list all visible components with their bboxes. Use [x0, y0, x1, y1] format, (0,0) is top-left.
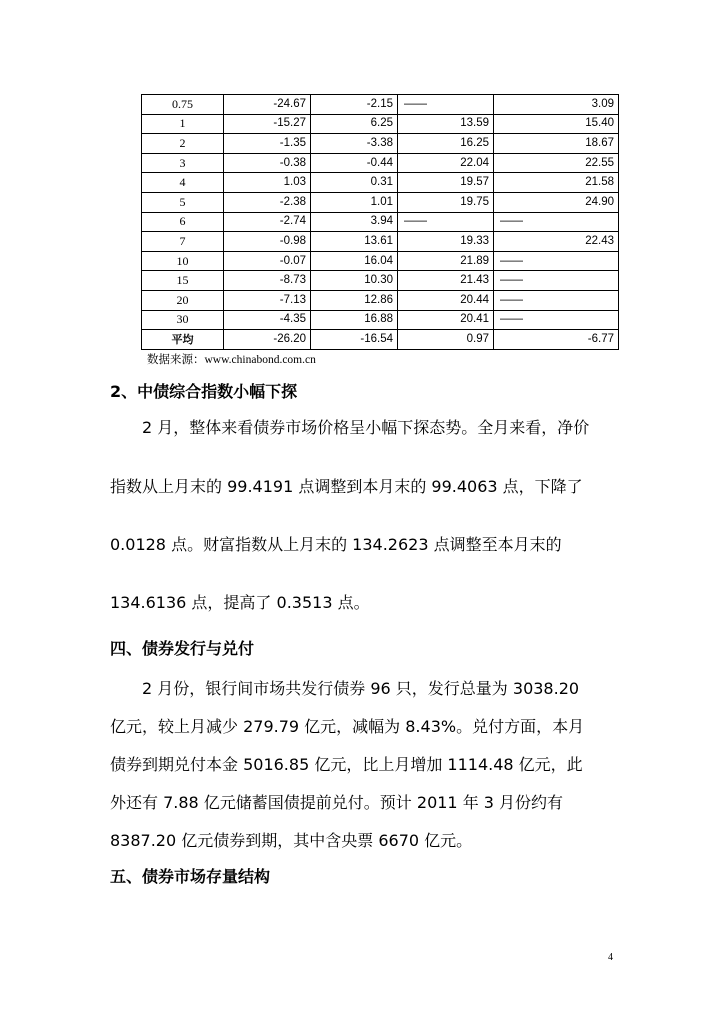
- table-row: [142, 173, 619, 193]
- term-cell: 2: [142, 134, 224, 154]
- value-cell: 21.58: [494, 173, 619, 193]
- term-cell: 30: [142, 310, 224, 330]
- value-cell: 10.30: [311, 271, 398, 291]
- table-row: [142, 251, 619, 271]
- yield-change-table: [141, 94, 619, 350]
- value-cell: 6.25: [311, 114, 398, 134]
- paragraph-line: 134.6136 点，提高了 0.3513 点。: [110, 593, 370, 612]
- value-cell: -0.38: [224, 153, 311, 173]
- value-cell: -1.35: [224, 134, 311, 154]
- value-cell: 0.31: [311, 173, 398, 193]
- table-row: [142, 95, 619, 115]
- paragraph-line: 0.0128 点。财富指数从上月末的 134.2623 点调整至本月末的: [110, 535, 562, 554]
- value-cell: -2.74: [224, 212, 311, 232]
- value-cell: 19.57: [398, 173, 494, 193]
- value-cell: -7.13: [224, 290, 311, 310]
- value-cell: -16.54: [311, 330, 398, 350]
- value-cell: 18.67: [494, 134, 619, 154]
- paragraph-line: 外还有 7.88 亿元储蓄国债提前兑付。预计 2011 年 3 月份约有: [110, 793, 564, 812]
- value-cell: -26.20: [224, 330, 311, 350]
- paragraph-line: 亿元，较上月减少 279.79 亿元，减幅为 8.43%。兑付方面，本月: [110, 717, 585, 736]
- value-cell: -2.15: [311, 95, 398, 115]
- value-cell: 16.88: [311, 310, 398, 330]
- value-cell: -15.27: [224, 114, 311, 134]
- table-row: [142, 290, 619, 310]
- term-cell: 6: [142, 212, 224, 232]
- table-row: [142, 271, 619, 291]
- section-heading-structure: 五、债券市场存量结构: [110, 867, 271, 886]
- value-cell: 13.61: [311, 232, 398, 252]
- value-cell: ——: [494, 271, 619, 291]
- value-cell: 22.43: [494, 232, 619, 252]
- value-cell: 16.25: [398, 134, 494, 154]
- term-cell: 4: [142, 173, 224, 193]
- term-cell: 5: [142, 192, 224, 212]
- value-cell: 12.86: [311, 290, 398, 310]
- value-cell: -0.98: [224, 232, 311, 252]
- paragraph-line: 2 月份，银行间市场共发行债券 96 只，发行总量为 3038.20: [142, 679, 580, 698]
- section-heading-index: 2、中债综合指数小幅下探: [110, 382, 298, 401]
- section-heading-issuance: 四、债券发行与兑付: [110, 639, 255, 658]
- value-cell: 21.89: [398, 251, 494, 271]
- value-cell: ——: [494, 212, 619, 232]
- table-row: [142, 232, 619, 252]
- value-cell: ——: [398, 212, 494, 232]
- value-cell: -24.67: [224, 95, 311, 115]
- value-cell: -6.77: [494, 330, 619, 350]
- value-cell: ——: [494, 251, 619, 271]
- value-cell: -0.44: [311, 153, 398, 173]
- table-row: [142, 192, 619, 212]
- value-cell: 19.33: [398, 232, 494, 252]
- term-cell: 15: [142, 271, 224, 291]
- term-cell: 0.75: [142, 95, 224, 115]
- value-cell: -2.38: [224, 192, 311, 212]
- value-cell: ——: [494, 290, 619, 310]
- value-cell: -4.35: [224, 310, 311, 330]
- term-cell: 7: [142, 232, 224, 252]
- value-cell: 1.03: [224, 173, 311, 193]
- value-cell: 15.40: [494, 114, 619, 134]
- value-cell: 21.43: [398, 271, 494, 291]
- value-cell: -0.07: [224, 251, 311, 271]
- table-row: [142, 212, 619, 232]
- value-cell: 3.09: [494, 95, 619, 115]
- table-row: [142, 114, 619, 134]
- value-cell: 19.75: [398, 192, 494, 212]
- paragraph-line: 2 月，整体来看债券市场价格呈小幅下探态势。全月来看，净价: [142, 418, 590, 437]
- value-cell: 0.97: [398, 330, 494, 350]
- value-cell: -3.38: [311, 134, 398, 154]
- table-row: [142, 310, 619, 330]
- paragraph-line: 债券到期兑付本金 5016.85 亿元，比上月增加 1114.48 亿元，此: [110, 755, 583, 774]
- table-source-note: 数据来源：www.chinabond.com.cn: [147, 354, 316, 366]
- term-cell: 3: [142, 153, 224, 173]
- page-number: 4: [608, 952, 613, 963]
- value-cell: 24.90: [494, 192, 619, 212]
- value-cell: 16.04: [311, 251, 398, 271]
- value-cell: 20.44: [398, 290, 494, 310]
- table-row: [142, 134, 619, 154]
- table-row: [142, 153, 619, 173]
- term-cell: 10: [142, 251, 224, 271]
- value-cell: 22.55: [494, 153, 619, 173]
- value-cell: 13.59: [398, 114, 494, 134]
- paragraph-line: 指数从上月末的 99.4191 点调整到本月末的 99.4063 点，下降了: [110, 477, 583, 496]
- table-row: [142, 330, 619, 350]
- term-cell: 20: [142, 290, 224, 310]
- value-cell: 20.41: [398, 310, 494, 330]
- value-cell: ——: [494, 310, 619, 330]
- value-cell: ——: [398, 95, 494, 115]
- value-cell: 3.94: [311, 212, 398, 232]
- value-cell: 22.04: [398, 153, 494, 173]
- paragraph-line: 8387.20 亿元债券到期，其中含央票 6670 亿元。: [110, 831, 473, 850]
- value-cell: 1.01: [311, 192, 398, 212]
- term-cell: 1: [142, 114, 224, 134]
- value-cell: -8.73: [224, 271, 311, 291]
- term-cell: 平均: [142, 330, 224, 350]
